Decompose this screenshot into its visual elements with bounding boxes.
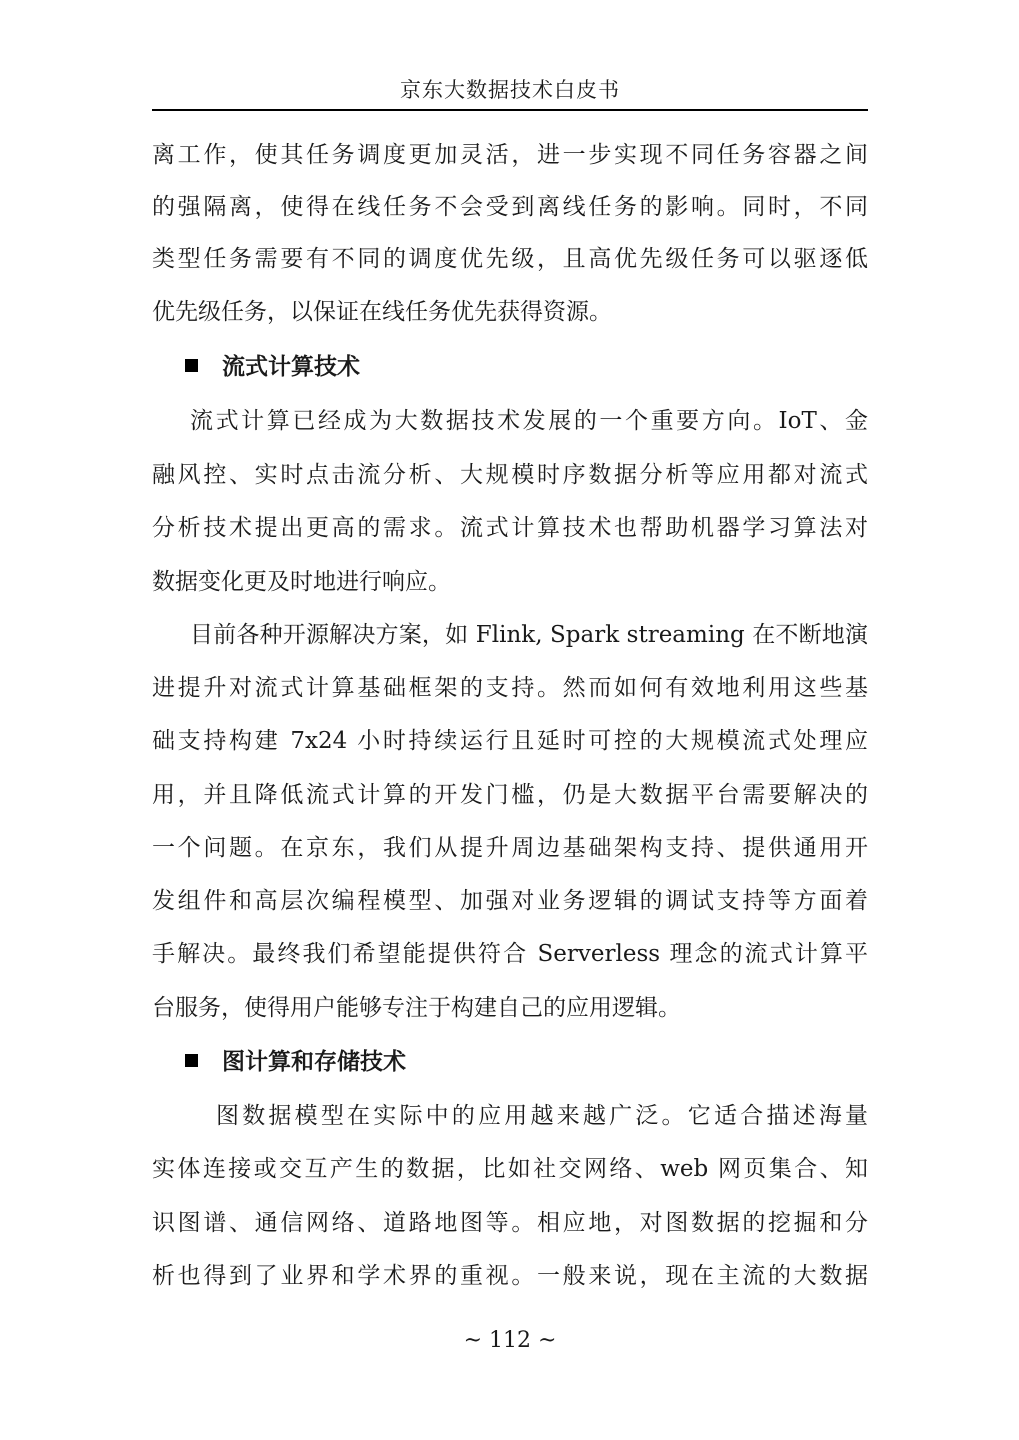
paragraph-line: 础支持构建 7x24 小时持续运行且延时可控的大规模流式处理应 — [152, 728, 868, 754]
header-divider — [152, 109, 868, 111]
paragraph-line: 发组件和高层次编程模型、加强对业务逻辑的调试支持等方面着 — [152, 888, 868, 914]
running-header: 京东大数据技术白皮书 — [400, 78, 620, 102]
paragraph-line: 目前各种开源解决方案，如 Flink, Spark streaming 在不断地演 — [190, 622, 868, 648]
paragraph-line: 图数据模型在实际中的应用越来越广泛。它适合描述海量 — [216, 1103, 868, 1129]
paragraph-line: 类型任务需要有不同的调度优先级，且高优先级任务可以驱逐低 — [152, 246, 868, 272]
paragraph-line: 流式计算已经成为大数据技术发展的一个重要方向。IoT、金 — [190, 408, 868, 434]
section-heading-graph-computing — [185, 1043, 406, 1076]
paragraph-line: 识图谱、通信网络、道路地图等。相应地，对图数据的挖掘和分 — [152, 1210, 868, 1236]
paragraph-line: 离工作，使其任务调度更加灵活，进一步实现不同任务容器之间 — [152, 142, 868, 168]
paragraph-line: 实体连接或交互产生的数据，比如社交网络、web 网页集合、知 — [152, 1156, 868, 1182]
section-heading-stream-computing — [185, 348, 360, 381]
paragraph-line: 数据变化更及时地进行响应。 — [152, 569, 451, 595]
paragraph-line: 融风控、实时点击流分析、大规模时序数据分析等应用都对流式 — [152, 462, 868, 488]
paragraph-line: 台服务，使得用户能够专注于构建自己的应用逻辑。 — [152, 995, 681, 1021]
paragraph-line: 一个问题。在京东，我们从提升周边基础架构支持、提供通用开 — [152, 835, 868, 861]
paragraph-line: 用，并且降低流式计算的开发门槛，仍是大数据平台需要解决的 — [152, 782, 868, 808]
square-bullet-icon — [185, 359, 198, 372]
paragraph-line: 优先级任务，以保证在线任务优先获得资源。 — [152, 299, 612, 325]
page-number: ~ 112 ~ — [463, 1328, 557, 1353]
paragraph-line: 的强隔离，使得在线任务不会受到离线任务的影响。同时，不同 — [152, 194, 868, 220]
square-bullet-icon — [185, 1054, 198, 1067]
section-heading-text: 流式计算技术 — [222, 353, 360, 380]
paragraph-line: 析也得到了业界和学术界的重视。一般来说，现在主流的大数据 — [152, 1263, 868, 1289]
paragraph-line: 进提升对流式计算基础框架的支持。然而如何有效地利用这些基 — [152, 675, 868, 701]
paragraph-line: 分析技术提出更高的需求。流式计算技术也帮助机器学习算法对 — [152, 515, 868, 541]
paragraph-line: 手解决。最终我们希望能提供符合 Serverless 理念的流式计算平 — [152, 941, 868, 967]
section-heading-text: 图计算和存储技术 — [222, 1048, 406, 1075]
